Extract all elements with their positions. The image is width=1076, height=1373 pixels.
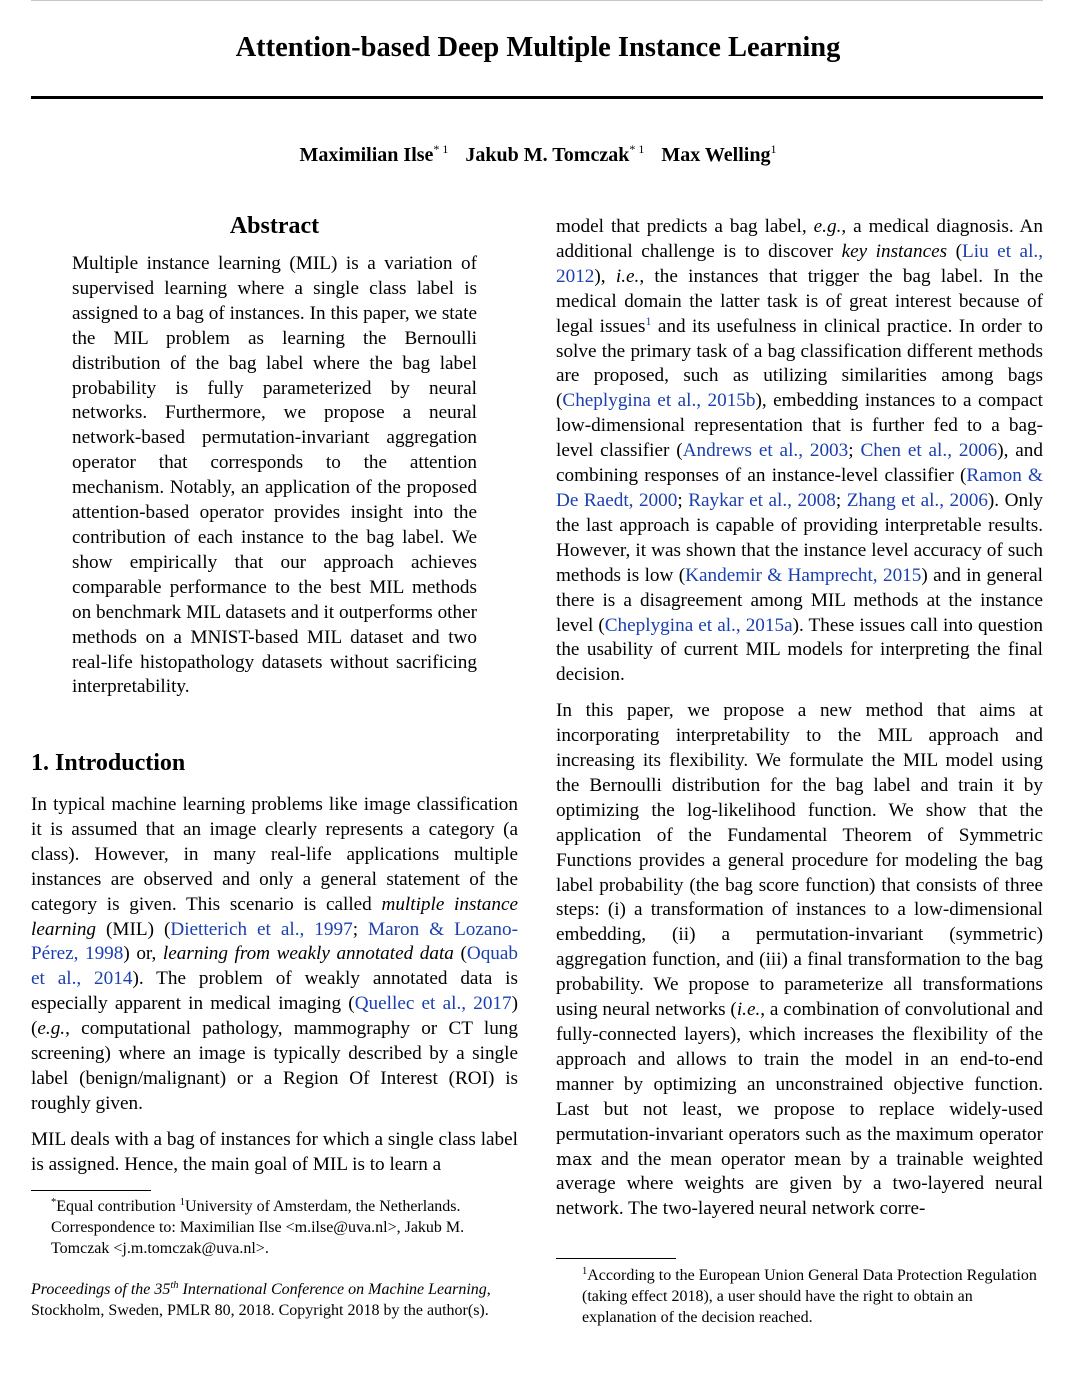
intro-right-column bbox=[556, 215, 1043, 1222]
citation-link[interactable]: Dietterich et al., 1997 bbox=[170, 918, 353, 940]
citation-link[interactable]: Oquab et al., 2014 bbox=[31, 943, 518, 990]
author-3: Max Welling$^1$ bbox=[661, 142, 777, 166]
intro-paragraph-1: In typical machine learning problems like image classification it is assumed that an image clearly represents a category (a class). However, in many real-life applications multiple instances are observed and only a general statement of the category is given. This scenario is called multiple instance learning (MIL) (Dietterich et al., 1997; Maron & Lozano-Pérez, 1998) or, learning from weakly annotated data (Oquab et al., 2014). The problem of weakly annotated data is especially apparent in medical imaging (Quellec et al., 2017) (e.g., computational pathology, mammography or CT lung screening) where an image is typically described by a single label (benign/malignant) or a Region Of Interest (ROI) is roughly given. bbox=[31, 794, 518, 1114]
footnote-affiliations: *Equal contribution $^1$University of Amsterdam, the Netherlands. Correspondence to: Maximilian Ilse <m.ilse@uva.nl>, Jakub M. Tomczak <j.m.tomczak@uva.nl>. bbox=[51, 1197, 465, 1257]
citation-link[interactable]: Raykar et al., 2008 bbox=[688, 489, 836, 511]
citation-link[interactable]: Andrews et al., 2003 bbox=[682, 440, 849, 462]
intro-paragraph-2: MIL deals with a bag of instances for which a single class label is assigned. Hence, the main goal of MIL is to learn a bbox=[31, 1128, 518, 1175]
footnote-proceedings: Proceedings of the 35th International Conference on Machine Learning, Stockholm, Sweden, PMLR 80, 2018. Copyright 2018 by the author(s). bbox=[31, 1280, 491, 1319]
paper-title: Attention-based Deep Multiple Instance Learning bbox=[235, 32, 841, 63]
citation-link[interactable]: Kandemir & Hamprecht, 2015 bbox=[685, 564, 922, 586]
abstract bbox=[72, 252, 477, 700]
footnote-gdpr: $^1$According to the European Union General Data Protection Regulation (taking effect 2018), a user should have the right to obtain an explanation of the decision reached. bbox=[582, 1266, 1037, 1326]
citation-link[interactable]: Ramon & De Raedt, 2000 bbox=[556, 465, 1043, 511]
intro-paragraph-4: In this paper, we propose a new method that aims at incorporating interpretability to the MIL approach and increasing its flexibility. We formulate the MIL model using the Bernoulli distribution for the bag label and train it by optimizing the log-likelihood function. We show that the application of the Fundamental Theorem of Symmetric Functions provides a general procedure for modeling the bag label probability (the bag score function) that consists of three steps: (i) a transformation of instances to a low-dimensional embedding, (ii) a permutation-invariant (symmetric) aggregation function, and (iii) a final transformation to the bag probability. We propose to parameterize all transformations using neural networks (i.e., a combination of convolutional and fully-connected layers), which increases the flexibility of the approach and allows to train the model in an end-to-end manner by optimizing an unconstrained objective function. Last but not least, we propose to replace widely-used permutation-invariant operators such as the maximum operator max and the mean operator mean by a trainable weighted average where weights are given by a two-layered neural network. The two-layered neural network corre- bbox=[556, 700, 1044, 1220]
citation-link[interactable]: Maron & Lozano-Pérez, 1998 bbox=[31, 918, 518, 965]
citation-link[interactable]: Zhang et al., 2006 bbox=[846, 489, 988, 511]
citation-link[interactable]: Cheplygina et al., 2015b bbox=[562, 390, 756, 412]
footnote-ref[interactable]: 1 bbox=[645, 313, 652, 328]
abstract-text: Multiple instance learning (MIL) is a variation of supervised learning where a single class label is assigned to a bag of instances. In this paper, we state the MIL problem as learning the Bernoulli distribution of the bag label where the bag label probability is fully parameterized by neural networks. Furthermore, we propose a neural network-based permutation-invariant aggregation operator that corresponds to the attention mechanism. Notably, an application of the proposed attention-based operator provides insight into the contribution of each instance to the bag label. We show empirically that our approach achieves comparable performance to the best MIL methods on benchmark MIL datasets and it outperforms other methods on a MNIST-based MIL dataset and two real-life histopathology datasets without sacrificing interpretability. bbox=[72, 253, 477, 698]
section-heading-introduction: 1. Introduction bbox=[31, 750, 186, 776]
author-list bbox=[0, 142, 1076, 168]
author-2: Jakub M. Tomczak$^{* 1}$ bbox=[465, 142, 645, 166]
intro-left-column bbox=[31, 793, 518, 1178]
title-rule bbox=[31, 96, 1043, 99]
abstract-heading: Abstract bbox=[229, 213, 320, 239]
top-hairline bbox=[31, 0, 1043, 1]
intro-paragraph-3: model that predicts a bag label, e.g., a medical diagnosis. An additional challenge is to discover key instances (Liu et al., 2012), i.e., the instances that trigger the bag label. In the medical domain the latter task is of great interest because of legal issues$^1$ and its usefulness in clinical practice. In order to solve the primary task of a bag classification different methods are proposed, such as utilizing similarities among bags (Cheplygina et al., 2015b), embedding instances to a compact low-dimensional representation that is further fed to a bag-level classifier (Andrews et al., 2003; Chen et al., 2006), and combining responses of an instance-level classifier (Ramon & De Raedt, 2000; Raykar et al., 2008; Zhang et al., 2006). Only the last approach is capable of providing interpretable results. However, it was shown that the instance level accuracy of such methods is low (Kandemir & Hamprecht, 2015) and in general there is a disagreement among MIL methods at the instance level (Cheplygina et al., 2015a). These issues call into question the usability of current MIL models for interpreting the final decision. bbox=[556, 216, 1044, 686]
citation-link[interactable]: Cheplygina et al., 2015a bbox=[604, 614, 793, 636]
citation-link[interactable]: Chen et al., 2006 bbox=[860, 440, 998, 462]
footnote-rule-right bbox=[556, 1258, 676, 1259]
footnote-rule-left bbox=[31, 1190, 151, 1191]
author-1: Maximilian Ilse$^{* 1}$ bbox=[299, 142, 449, 166]
citation-link[interactable]: Liu et al., 2012 bbox=[556, 240, 1044, 287]
citation-link[interactable]: Quellec et al., 2017 bbox=[354, 993, 512, 1015]
